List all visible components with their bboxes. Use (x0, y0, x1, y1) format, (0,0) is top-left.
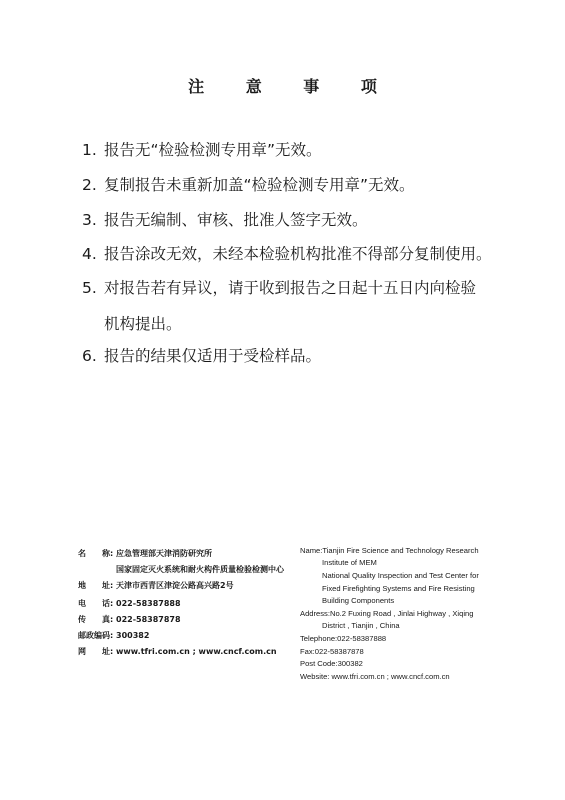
notice-number: 2. (82, 176, 97, 194)
cn-address: 天津市西青区津淀公路高兴路2号 (116, 581, 234, 590)
en-name-3: National Quality Inspection and Test Center for (322, 571, 479, 580)
notice-number: 1. (82, 141, 97, 159)
notice-text: 对报告若有异议，请于收到报告之日起十五日内向检验 (104, 279, 477, 297)
en-post-code: Post Code:300382 (300, 659, 363, 668)
notice-text: 报告无“检验检测专用章”无效。 (104, 141, 322, 159)
page-title: 注 意 事 项 (188, 77, 395, 96)
notice-text: 报告的结果仅适用于受检样品。 (104, 347, 322, 365)
cn-post: 300382 (116, 631, 150, 640)
cn-name-1: 应急管理部天津消防研究所 (116, 549, 212, 558)
notice-number: 5. (82, 279, 97, 297)
notice-text: 复制报告未重新加盖“检验检测专用章”无效。 (104, 176, 415, 194)
en-address-2: District , Tianjin , China (322, 621, 400, 630)
notice-item-5 (82, 276, 476, 334)
en-website: Website: www.tfri.com.cn ; www.cncf.com.cn (300, 672, 450, 681)
cn-name-row (78, 548, 212, 559)
notice-item-4 (82, 242, 492, 264)
notice-number: 3. (82, 211, 97, 229)
cn-address-row (78, 580, 234, 591)
cn-phone-label: 电 话: (78, 599, 114, 608)
notice-number: 4. (82, 245, 97, 263)
en-telephone: Telephone:022-58387888 (300, 634, 387, 643)
en-name-1: Name:Tianjin Fire Science and Technology Research (300, 546, 479, 555)
cn-web-row (78, 646, 277, 657)
notice-item-3 (82, 208, 368, 230)
cn-name-2: 国家固定灭火系统和耐火构件质量检验检测中心 (116, 565, 284, 574)
notice-number: 6. (82, 347, 97, 365)
cn-fax-label: 传 真: (78, 615, 114, 624)
cn-name-row-2 (116, 564, 284, 575)
cn-phone: 022-58387888 (116, 599, 181, 608)
cn-web-label: 网 址: (78, 647, 114, 656)
en-address-1: Address:No.2 Fuxing Road , Jinlai Highway , Xiqing (300, 609, 474, 618)
cn-fax-row (78, 614, 181, 625)
en-fax: Fax:022-58387878 (300, 647, 364, 656)
notice-text: 报告涂改无效，未经本检验机构批准不得部分复制使用。 (104, 245, 492, 263)
notice-item-1 (82, 138, 322, 160)
en-name-2: Institute of MEM (322, 558, 377, 567)
cn-post-label: 邮政编码: (78, 631, 114, 640)
cn-post-row (78, 630, 149, 641)
cn-web: www.tfri.com.cn ; www.cncf.com.cn (116, 647, 277, 656)
en-name-5: Building Components (322, 596, 395, 605)
notice-text: 报告无编制、审核、批准人签字无效。 (104, 211, 368, 229)
cn-address-label: 地 址: (78, 581, 114, 590)
en-name-4: Fixed Firefighting Systems and Fire Resisting (322, 584, 475, 593)
notice-item-2 (82, 173, 415, 195)
cn-name-label: 名 称: (78, 549, 114, 558)
notice-item-6 (82, 344, 321, 366)
cn-fax: 022-58387878 (116, 615, 181, 624)
notice-text-continued: 机构提出。 (104, 315, 182, 333)
cn-phone-row (78, 598, 181, 609)
